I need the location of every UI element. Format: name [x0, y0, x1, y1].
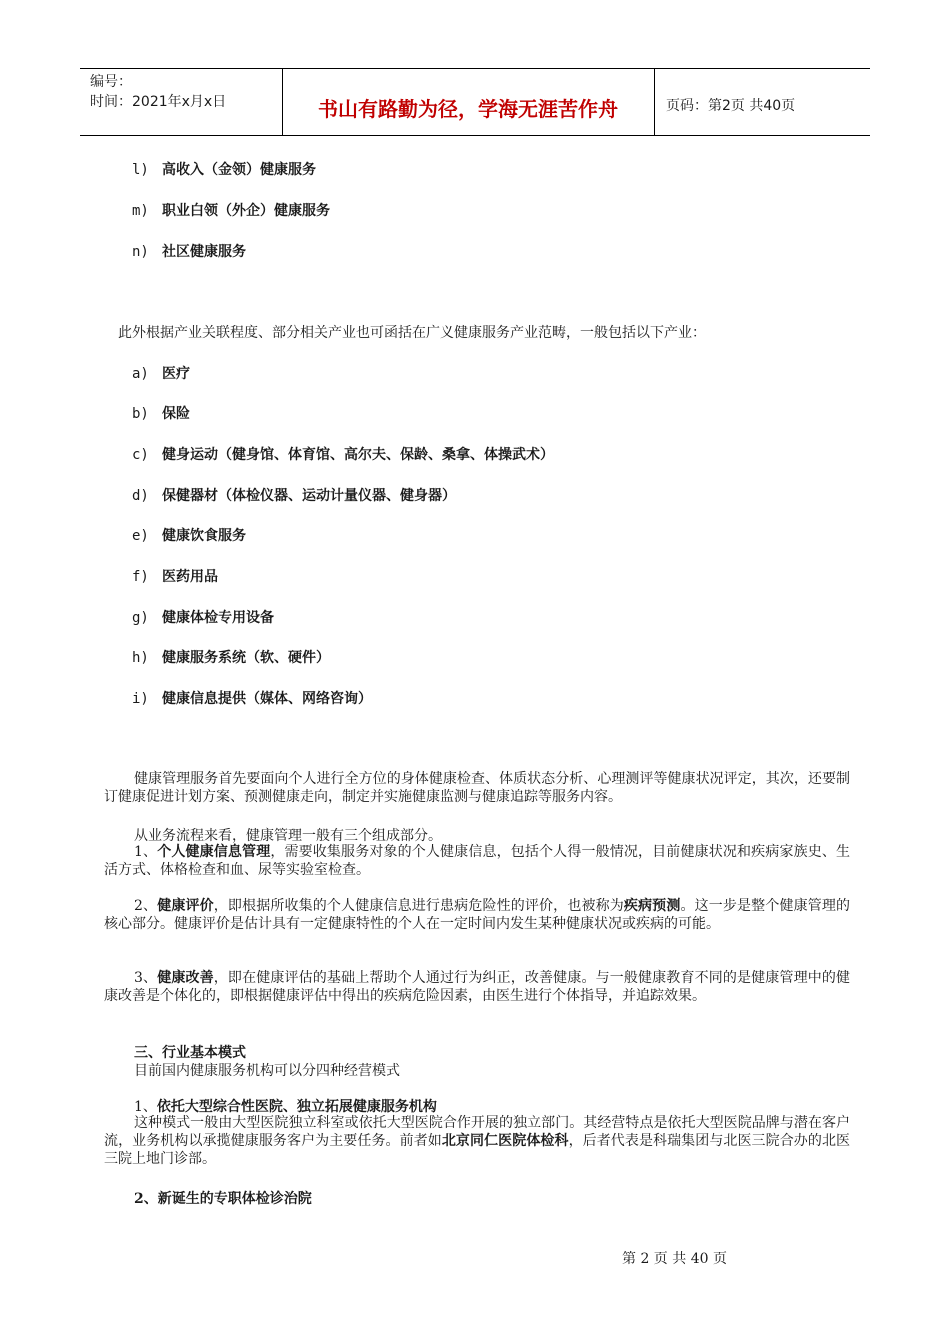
term-bold: 个人健康信息管理: [157, 844, 271, 860]
list-item-text: 健康服务系统（软、硬件）: [162, 650, 330, 666]
subsection-heading: 2、新诞生的专职体检诊治院: [134, 1191, 312, 1207]
list-item-text: 医疗: [162, 366, 190, 382]
header-motto: 书山有路勤为径，学海无涯苦作舟: [318, 97, 618, 121]
list-marker: n): [132, 244, 149, 260]
list-marker: i): [132, 691, 149, 707]
list-item: [132, 200, 330, 220]
body-paragraph: [104, 843, 850, 879]
body-paragraph: [104, 969, 850, 1005]
list-item: [132, 607, 274, 627]
list-item-text: 保险: [162, 406, 190, 422]
term-bold: 疾病预测: [623, 898, 681, 914]
list-item: [132, 159, 316, 179]
paragraph-text: ，即在健康评估的基础上帮助个人通过行为纠正，改善健康。与一般健康教育不同的是健康管理中的健康改善是个体化的，即根据健康评估中得出的疾病危险因素，由医生进行个体指导，并追踪效果。: [104, 970, 851, 1004]
list-marker: l): [132, 162, 149, 178]
list-marker: a): [132, 366, 149, 382]
body-paragraph: [104, 1114, 850, 1168]
list-marker: m): [132, 203, 149, 219]
paragraph-text: 这种模式一般由大型医院独立科室或依托大型医院合作开展的独立部门。其经营特点是依托大型医院品牌与潜在客户流，业务机构以承揽健康服务客户为主要任务。前者如: [104, 1115, 850, 1149]
list-marker: e): [132, 528, 149, 544]
list-item: [132, 241, 246, 261]
list-marker: f): [132, 569, 149, 585]
paragraph-text: 。这一步是整个健康管理的核心部分。健康评价是估计具有一定健康特性的个人在一定时间内发生某种健康状况或疾病的可能。: [104, 898, 851, 932]
list-marker: c): [132, 447, 149, 463]
list-marker: g): [132, 610, 149, 626]
paragraph-number: 1、: [134, 844, 158, 860]
list-item: [132, 688, 372, 708]
body-paragraph: 目前国内健康服务机构可以分四种经营模式: [134, 1063, 400, 1079]
list-item-text: 职业白领（外企）健康服务: [162, 203, 330, 219]
list-item: [132, 363, 190, 383]
list-item: [132, 485, 456, 505]
list-marker: d): [132, 488, 149, 504]
section-heading: 三、行业基本模式: [134, 1045, 246, 1061]
list-item: [132, 525, 246, 545]
document-time-label: 时间：2021年x月x日: [90, 94, 227, 110]
subsection-heading: [134, 1096, 437, 1116]
header-motto-cell: [282, 69, 655, 135]
list-item: [132, 566, 218, 586]
term-bold: 健康评价: [157, 898, 214, 914]
header-page-cell: [654, 69, 870, 135]
paragraph-text: ，后者代表是科瑞集团与北医三院合办的北医三院上地门诊部。: [104, 1133, 851, 1167]
paragraph-text: ，即根据所收集的个人健康信息进行患病危险性的评价，也被称为: [213, 898, 624, 914]
body-paragraph: 从业务流程来看，健康管理一般有三个组成部分。: [134, 828, 442, 844]
term-bold: 北京同仁医院体检科: [441, 1133, 569, 1149]
document-number-label: 编号：: [90, 74, 132, 90]
list-item-text: 社区健康服务: [162, 244, 246, 260]
paragraph-number: 2、: [134, 898, 158, 914]
body-paragraph: [104, 897, 850, 933]
list-item-text: 高收入（金领）健康服务: [162, 162, 316, 178]
list-item-text: 健康体检专用设备: [162, 610, 274, 626]
paragraph-text: ，需要收集服务对象的个人健康信息，包括个人得一般情况，目前健康状况和疾病家族史、生活方式、体格检查和血、尿等实验室检查。: [104, 844, 851, 878]
list-item-text: 保健器材（体检仪器、运动计量仪器、健身器）: [162, 488, 456, 504]
header-page-info: 页码：第2页 共40页: [666, 98, 796, 114]
list-item-text: 医药用品: [162, 569, 218, 585]
paragraph-number: 3、: [134, 970, 158, 986]
list-item-text: 健身运动（健身馆、体育馆、高尔夫、保龄、桑拿、体操武术）: [162, 447, 554, 463]
intro-paragraph: 此外根据产业关联程度、部分相关产业也可函括在广义健康服务产业范畴，一般包括以下产业：: [118, 325, 706, 341]
body-paragraph: 健康管理服务首先要面向个人进行全方位的身体健康检查、体质状态分析、心理测评等健康状况评定，其次，还要制订健康促进计划方案、预测健康走向，制定并实施健康监测与健康追踪等服务内容。: [104, 771, 850, 805]
list-item: [132, 403, 190, 423]
header-meta-cell: [80, 69, 283, 135]
list-item: [132, 647, 330, 667]
list-marker: h): [132, 650, 149, 666]
paragraph-number: 1、: [134, 1099, 157, 1115]
page-header: [80, 68, 870, 136]
term-bold: 健康改善: [157, 970, 214, 986]
list-item: [132, 444, 554, 464]
page-footer: 第 2 页 共 40 页: [622, 1251, 727, 1267]
list-item-text: 健康饮食服务: [162, 528, 246, 544]
list-item-text: 健康信息提供（媒体、网络咨询）: [162, 691, 372, 707]
list-marker: b): [132, 406, 149, 422]
term-bold: 依托大型综合性医院、独立拓展健康服务机构: [156, 1099, 437, 1115]
